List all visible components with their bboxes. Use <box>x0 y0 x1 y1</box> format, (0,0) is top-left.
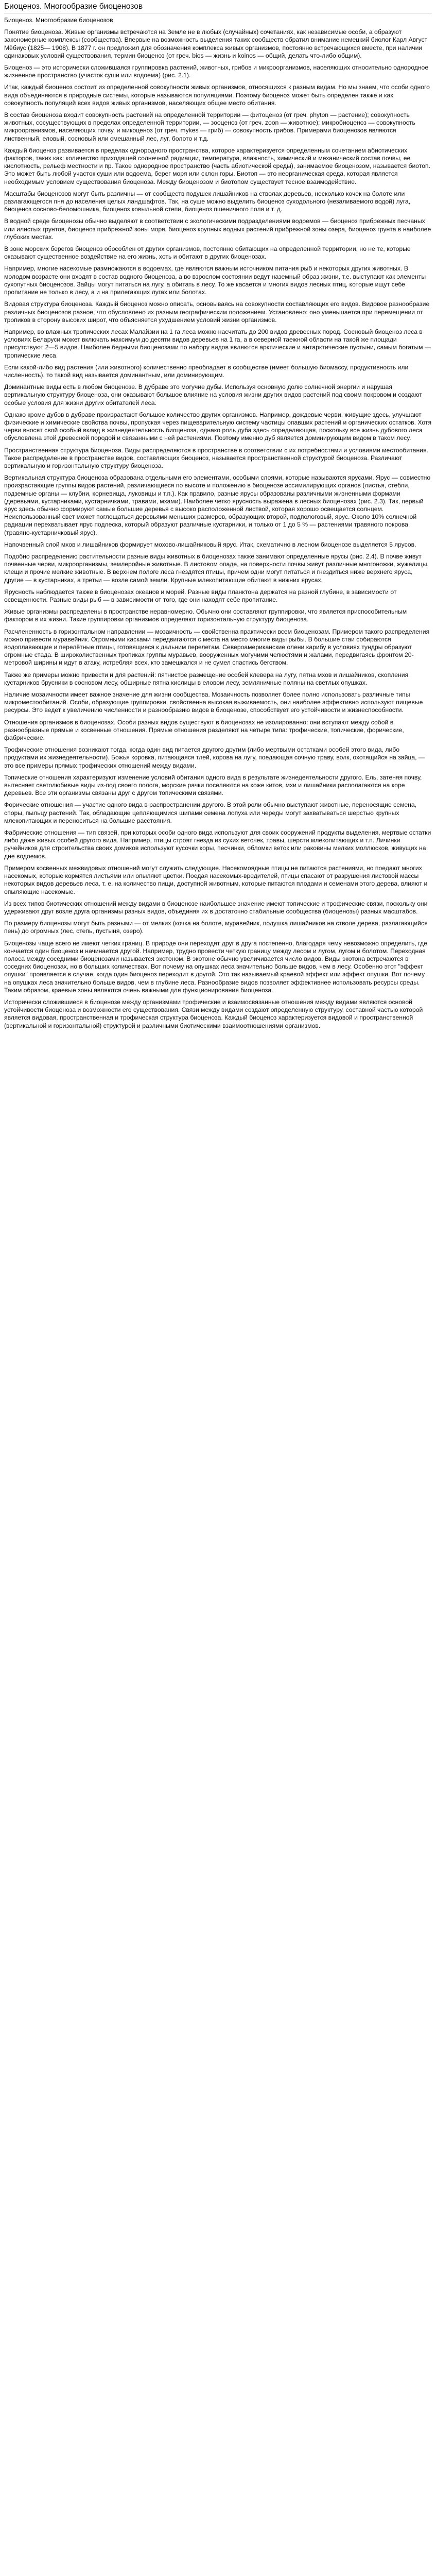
article-body <box>4 16 432 1030</box>
article-paragraph: Подобно распределению растительности разные виды животных в биоценозах также занимают определенные ярусы (рис. 2.4). В почве живут почвенные черви, микроорганизмы, землеройные животные. В листовом опаде, на поверхности почвы живут различные многоножки, жужелицы, клещи и прочие мелкие животные. В верхнем пологе леса гнездятся птицы, причем одни могут питаться и гнездиться ниже верхнего яруса, другие — в кустарниках, а третьи — возле самой земли. Крупные млекопитающие обитают в нижних ярусах. <box>4 552 429 584</box>
article-paragraph: Биоценоз — это исторически сложившаяся группировка растений, животных, грибов и микроорганизмов, населяющих относительно однородное жизненное пространство (участок суши или водоема) (рис. 2.1). <box>4 64 429 79</box>
article-paragraph: Форические отношения — участие одного вида в распространении другого. В этой роли обычно выступают животные, переносящие семена, споры, пыльцу растений. Так, обладающие цепляющимися шипами семена лопуха или череды могут захватываться шерстью крупных млекопитающих и переноситься на большие расстояния. <box>4 801 417 824</box>
article-paragraph: Пространственная структура биоценоза. Виды распределяются в пространстве в соответствии с их потребностями и условиями местообитания. Такое распределение в пространстве видов, составляющих биоценоз, называется пространственной структурой биоценоза. Различают вертикальную и горизонтальную структуру биоценоза. <box>4 446 428 469</box>
article-paragraph: Также же примеры можно привести и для растений: пятнистое размещение особей клевера на лугу, пятна мхов и лишайников, скопления кустарников брусники в сосновом лесу, обширные пятна кислицы в еловом лесу, земляничные поляны на светлых опушках. <box>4 671 409 686</box>
article-paragraph: В зоне морских берегов биоценоз обособлен от других организмов, постоянно обитающих на определенной территории, но не те, которые оказывают существенное воздействие на его жизнь, хоть и обитают в других биоценозах. <box>4 245 411 261</box>
article-paragraph: Расчлененность в горизонтальном направлении — мозаичность — свойственна практически всем биоценозам. Примером такого распределения можно привести муравейник. Огромными касками передвигаются с места на место многие виды рыбы. В большие стаи собираются водоплавающие и перелётные птицы, готовящиеся к дальним перелетам. Североамериканские олени карибу в условиях тундры образуют огромные стада. В широколиственных тропиках группы муравьев, вооруженных могучими челюстями и жалами, передвигаясь фронтом 20-метровой ширины и идут в атаку, истребляя всех, кто замешкался и не сумел спастись бегством. <box>4 628 430 667</box>
article-paragraph: Понятие биоценоза. Живые организмы встречаются на Земле не в любых (случайных) сочетаниях, как независимые особи, а образуют закономерные комплексы (сообщества). Впервые на возможность выделения таких сообществ обратил внимание немецкий биолог Карл Август Мёбиус (1825— 1908). В 1877 г. он предложил для обозначения комплекса живых организмов, постоянно встречающихся вместе, при наличии одинаковых условий существования, термин биоценоз (от греч. bios — жизнь и koinos — общий, делать что-либо общим). <box>4 28 428 59</box>
article-paragraph: Живые организмы распределены в пространстве неравномерно. Обычно они составляют группировки, что является приспособительным фактором в их жизни. Такие группировки организмов определяют горизонтальную структуру биоценоза. <box>4 608 407 623</box>
article-paragraph: Фабрические отношения — тип связей, при которых особи одного вида используют для своих сооружений продукты выделения, мертвые остатки либо даже живых особей другого вида. Например, птицы строят гнезда из сухих веточек, травы, шерсти млекопитающих и т.п. Личинки ручейников для строительства своих домиков используют кусочки коры, песчинки, обломки веток или раковины мелких моллюсков, живущих на дне водоемов. <box>4 829 431 860</box>
article-paragraph: Ярусность наблюдается также в биоценозах океанов и морей. Разные виды планктона держатся на разной глубине, в зависимости от освещенности. Разные виды рыб — в зависимости от того, где они находят себе пропитание. <box>4 588 397 603</box>
article-paragraph: Биоценозы чаще всего не имеют четких границ. В природе они переходят друг в друга постепенно, благодаря чему невозможно определить, где кончается один биоценоз и начинается другой. Например, трудно провести четкую границу между лесом и лугом, лугом и болотом. Переходная полоса между соседними биоценозами называется экотоном. В экотоне обычно увеличивается число видов. Виды экотона встречаются в соседних биоценозах, но в больших количествах. Вот почему на опушках леса значительно больше видов, чем в лесу. Особенно этот "эффект опушки" проявляется в случае, когда один биоценоз переходит в другой. Это так называемый краевой эффект или эффект опушки. Вот почему на опушках леса значительно больше видов, чем в глубине леса. Разнообразие видов позволяет эффективнее использовать ресурсы среды. Таким образом, краевые зоны являются очень важными для функционирования биоценоза. <box>4 939 427 994</box>
article-paragraph: Из всех типов биотических отношений между видами в биоценозе наибольшее значение имеют топические и трофические связи, поскольку они удерживают друг возле друга организмы разных видов, объединяя их в достаточно стабильные сообщества (биоценозы) разных масштабов. <box>4 900 428 915</box>
article-paragraph: Наличие мозаичности имеет важное значение для жизни сообщества. Мозаичность позволяет более полно использовать различные типы микроместообитаний. Особи, образующие группировки, свойственна высокая выживаемость, они наиболее эффективно используют пищевые ресурсы. Это ведет к увеличению численности и разнообразию видов в биоценозе, способствует его устойчивости и жизнеспособности. <box>4 691 423 714</box>
article-paragraph: Примером косвенных межвидовых отношений могут служить следующие. Насекомоядные птицы не питаются растениями, но поедают многих насекомых, которые кормятся листьями или опыляют цветки. Поедая насекомых-вредителей, птицы спасают от разрушения листовой массы некоторых видов деревьев леса, т. е. на количество пищи, доступной животным, которые питаются плодами и семенами этого дерева, влияют и опыляющие насекомые. <box>4 864 428 895</box>
article-paragraph: По размеру биоценозы могут быть разными — от мелких (кочка на болоте, муравейник, подушка лишайников на стволе дерева, разлагающийся пень) до огромных (лес, степь, пустыня, озеро). <box>4 920 428 935</box>
article-paragraph: Вертикальная структура биоценоза образована отдельными его элементами, особыми слоями, которые называются ярусами. Ярус — совместно произрастающие группы видов растений, различающиеся по высоте и положению в биоценозе ассимилирующих органов (листья, стебли, подземные органы — клубни, корневища, луковицы и т.п.). Как правило, разные ярусы образованы различными жизненными формами (деревьями, кустарниками, кустарничками, травами, мхами). Наиболее четко ярусность выражена в лесных биоценозах (рис. 2.3). Так, первый ярус здесь обычно формируют самые большие деревья с высоко расположенной листвой, которая хорошо освещается солнцем. Неиспользованный свет может поглощаться деревьями меньших размеров, образующих второй, подпологовый, ярус. Около 10% солнечной радиации перехватывает ярус подлеска, который образуют различные кустарники, и только от 1 до 5 % — растениями травяного покрова (травяно-кустарничковый ярус). <box>4 474 431 536</box>
article-paragraph: Если какой-либо вид растения (или животного) количественно преобладает в сообществе (имеет большую биомассу, продуктивность или численность), то такой вид называется доминантным, или доминирующим. <box>4 363 409 379</box>
page-title: Биоценоз. Многообразие биоценозов <box>4 2 143 11</box>
article-paragraph: В водной среде биоценозы обычно выделяют в соответствии с экологическими подразделениями водоемов — биоценоз прибрежных песчаных или илистых грунтов, биоценоз прибрежной зоны моря, биоценоз крупных водных растений прибрежной зоны озера, биоценоз грунта в наиболее глубоких местах. <box>4 217 431 241</box>
page <box>0 0 436 1030</box>
article-paragraph: Отношения организмов в биоценозах. Особи разных видов существуют в биоценозах не изолированно: они вступают между собой в разнообразные прямые и косвенные отношения. Прямые отношения разделяют на четыре типа: трофические, топические, форические, фабрические. <box>4 718 404 742</box>
article-paragraph: В состав биоценоза входит совокупность растений на определенной территории — фитоценоз (от греч. phyton — растение); совокупность животных, сосуществующих в пределах определенной территории, — зооценоз (от греч. zoon — животное); микробиоценоз — совокупность микроорганизмов, населяющих почву, и микоценоз (от греч. mykes — гриб) — совокупность грибов. Примерами биоценозов являются лиственный, еловый, сосновый или смешанный лес, луг, болото и т.д. <box>4 111 415 142</box>
article-paragraph: Например, во влажных тропических лесах Малайзии на 1 га леса можно насчитать до 200 видов древесных пород. Сосновый биоценоз леса в условиях Беларуси может включать максимум до десяти видов деревьев на 1 га, а в северной таежной области на такой же площади присутствуют 2—5 видов. Наиболее бедными биоценозами по набору видов являются арктические и антарктические пустыни, самым богатым — тропические леса. <box>4 328 431 359</box>
article-paragraph: Итак, каждый биоценоз состоит из определенной совокупности живых организмов, относящихся к разным видам. Но мы знаем, что особи одного вида объединяются в природные системы, которые называются популяциями. Поэтому биоценоз может быть определен также и как совокупность популяций всех видов живых организмов, населяющих общее место обитания. <box>4 83 430 107</box>
article-paragraph: Исторически сложившиеся в биоценозе между организмами трофические и взаимосвязанные отношения между видами являются основой устойчивости биоценоза и возможности его существования. Связи между видами создают определенную структуру, составной частью которой является видовая, пространственная и трофическая структура биоценоза. Каждый биоценоз характеризуется видовой и пространственной (вертикальной и горизонтальной) структурой и различными биотическими взаимоотношениями организмов. <box>4 998 423 1029</box>
article-paragraph: Каждый биоценоз развивается в пределах однородного пространства, которое характеризуется определенным сочетанием абиотических факторов, таких как: количество приходящей солнечной радиации, температура, влажность, химический и механический состав почвы, ее кислотность, рельеф местности и пр. Такое однородное пространство (часть абиотической среды), занимаемое биоценозом, называется биотоп. Это может быть любой участок суши или водоема, берег моря или склон горы. Биотоп — это неорганическая среда, которая является необходимым условием существования биоценоза. Между биоценозом и биотопом существует тесное взаимодействие. <box>4 146 430 185</box>
article-paragraph: Например, многие насекомые размножаются в водоемах, где являются важным источником питания рыб и некоторых других животных. В молодом возрасте они входят в состав водного биоценоза, а во взрослом состоянии ведут наземный образ жизни, т.е. выступают как элементы сухопутных биоценозов. Зайцы могут питаться на лугу, а обитать в лесу. То же касается и многих видов лесных птиц, которые ищут себе пропитание не только в лесу, а и на прилегающих лугах или болотах. <box>4 265 426 296</box>
article-paragraph: Биоценоз. Многообразие биоценозов <box>4 16 113 24</box>
article-paragraph: Масштабы биоценозов могут быть различны — от сообществ подушек лишайников на стволах деревьев, несколько кочек на болоте или разлагающегося пня до населения целых ландшафтов. Так, на суше можно выделить биоценоз суходольного (незаливаемого водой) луга, биоценоз сосново-беломошника, биоценоз ковыльной степи, биоценоз пшеничного поля и т. д. <box>4 190 411 213</box>
article-paragraph: Доминантные виды есть в любом биоценозе. В дубраве это могучие дубы. Используя основную долю солнечной энергии и нарушая вертикальную структуру биоценоза, они оказывают большое влияние на условия жизни других видов растений под своим покровом и создают особые условия для жизни других обитателей леса. <box>4 383 422 406</box>
article-paragraph: Трофические отношения возникают тогда, когда один вид питается другого другим (либо мертвыми остатками особей этого вида, либо продуктами их жизнедеятельности). Божья коровка, питающаяся тлей, корова на лугу, поедающая сочную траву, волк, охотящийся на зайца, — это все примеры прямых трофических отношений между видами. <box>4 746 425 769</box>
article-paragraph: Видовая структура биоценоза. Каждый биоценоз можно описать, основываясь на совокупности составляющих его видов. Видовое разнообразие различных биоценозов разное, что обусловлено их разным географическим положением. Установлено: оно уменьшается при перемещении от тропиков в сторону высоких широт, что объясняется ухудшением условий жизни организмов. <box>4 300 430 324</box>
article-paragraph: Топические отношения характеризуют изменение условий обитания одного вида в результате жизнедеятельности другого. Ель, затеняя почву, вытесняет светолюбивые виды из-под своего полога, морские рачки поселяются на коже китов, мхи и лишайники располагаются на коре деревьев. Все эти организмы связаны друг с другом топическими связями. <box>4 773 422 797</box>
article-paragraph: Напочвенный слой мхов и лишайников формирует мохово-лишайниковый ярус. Итак, схематично в лесном биоценозе выделяется 5 ярусов. <box>4 540 416 548</box>
article-paragraph: Однако кроме дубов в дубраве произрастают большое количество других организмов. Например, дождевые черви, живущие здесь, улучшают физические и химические свойства почвы, пропуская через пищеварительную систему частицы опавших растений и органических остатков. Хотя черви вносят свой особый вклад в жизнедеятельность биоценоза, однако роль дуба здесь определяющая, поскольку все жизнь дубового леса обусловлена этой древесной породой и связанными с ней растениями. Поэтому именно дуб является доминирующим видом в таком лесу. <box>4 411 432 442</box>
